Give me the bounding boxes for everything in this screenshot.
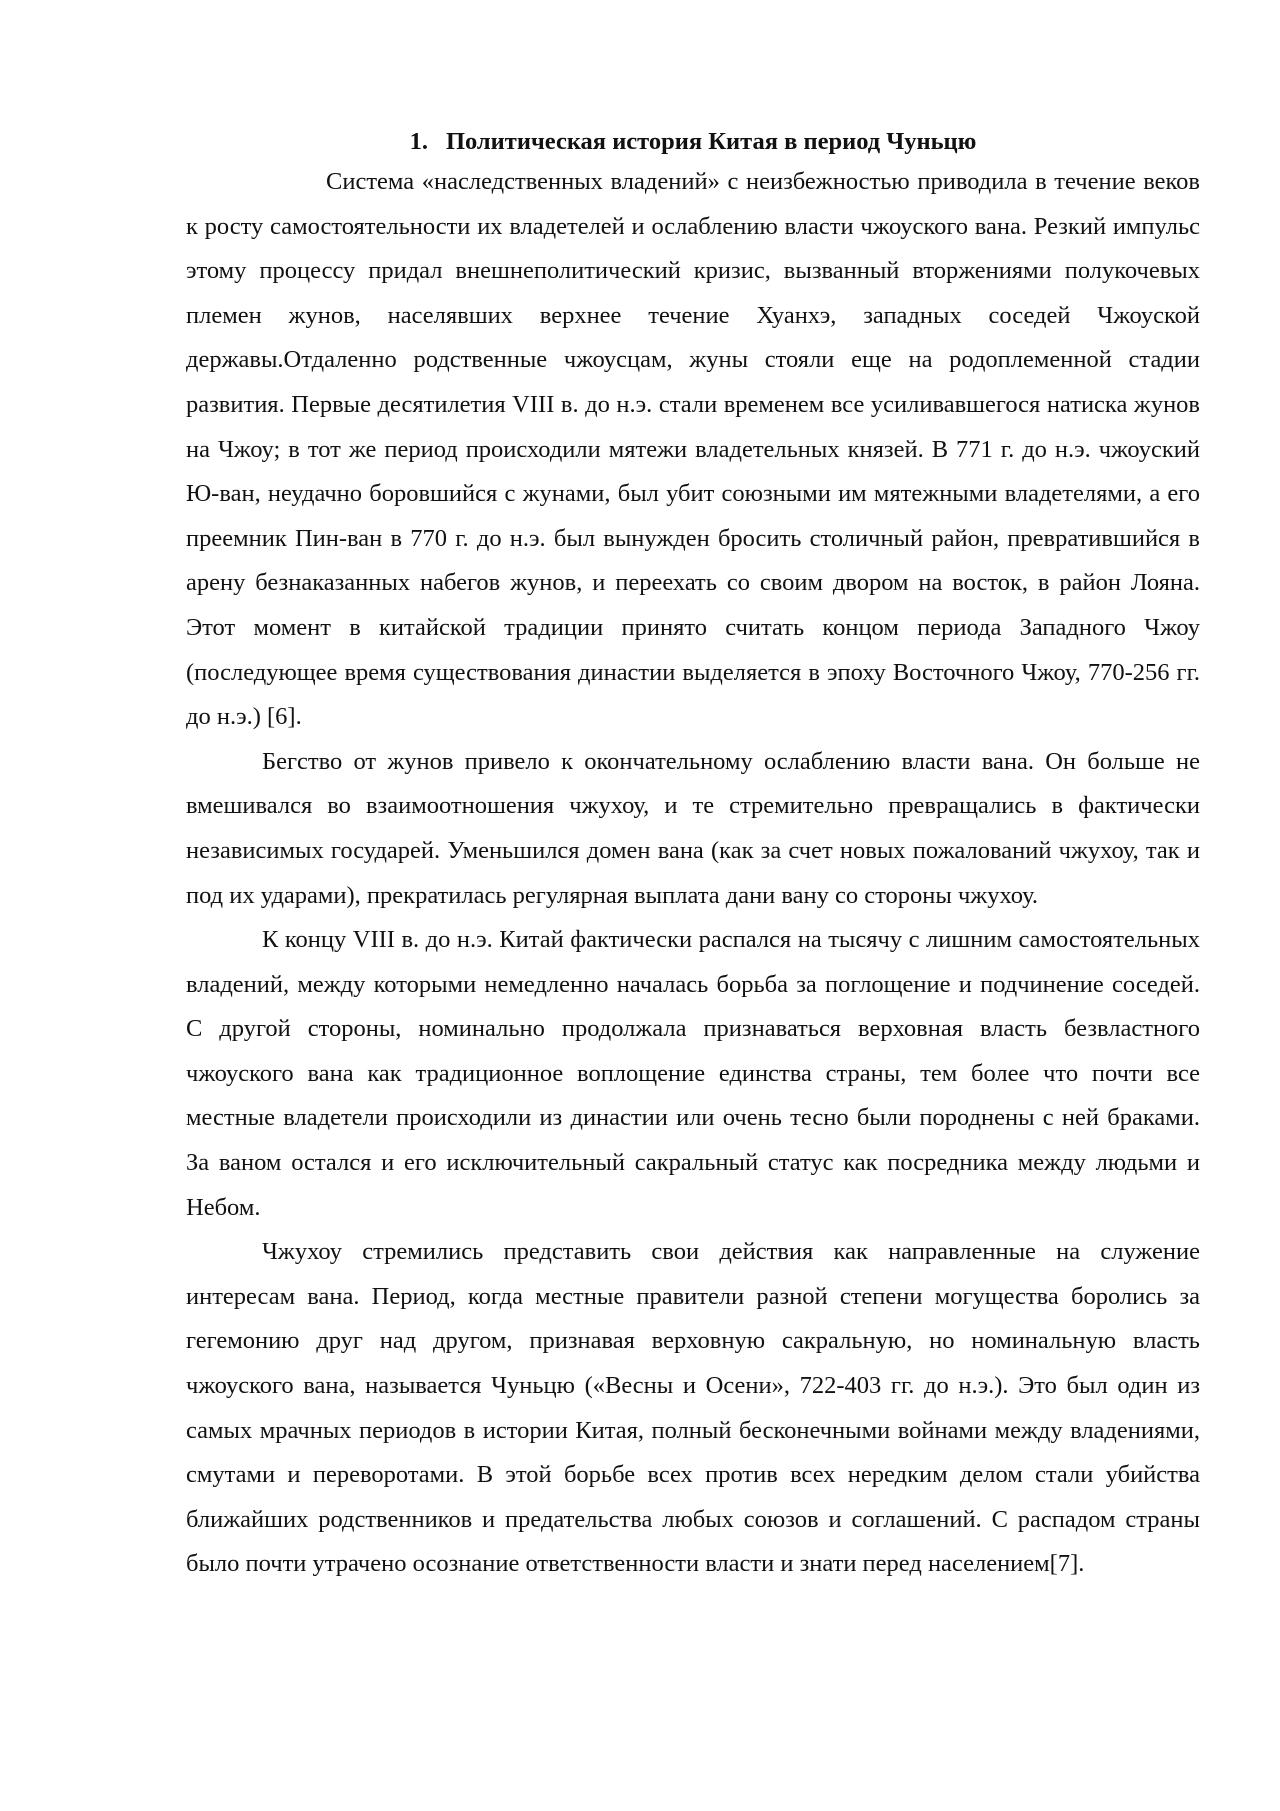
- paragraph-4: Чжухоу стремились представить свои действия как направленные на служение интересам вана. Период, когда местные правители разной степени могущества боролись за гегемонию друг над другом, признавая верховную сакральную, но номинальную власть чжоуского вана, называется Чуньцю («Весны и Осени», 722-403 гг. до н.э.). Это был один из самых мрачных периодов в истории Китая, полный бесконечными войнами между владениями, смутами и переворотами. В этой борьбе всех против всех нередким делом стали убийства ближайших родственников и предательства любых союзов и соглашений. С распадом страны было почти утрачено осознание ответственности власти и знати перед населением[7].: [186, 1238, 1200, 1578]
- section-heading: [186, 124, 1200, 160]
- paragraph-2: Бегство от жунов привело к окончательному ослаблению власти вана. Он больше не вмешивался во взаимоотношения чжухоу, и те стремительно превращались в фактически независимых государей. Уменьшился домен вана (как за счет новых пожалований чжухоу, так и под их ударами), прекратилась регулярная выплата дани вану со стороны чжухоу.: [186, 747, 1200, 909]
- section-title: Политическая история Китая в период Чуньцю: [445, 128, 977, 155]
- document-body: [186, 124, 1200, 1587]
- section-number: 1.: [409, 128, 428, 155]
- paragraph-3: К концу VIII в. до н.э. Китай фактически распался на тысячу с лишним самостоятельных владений, между которыми немедленно началась борьба за поглощение и подчинение соседей. С другой стороны, номинально продолжала признаваться верховная власть безвластного чжоуского вана как традиционное воплощение единства страны, тем более что почти все местные владетели происходили из династии или очень тесно были породнены с ней браками. За ваном остался и его исключительный сакральный статус как посредника между людьми и Небом.: [186, 926, 1200, 1221]
- paragraph-1: Система «наследственных владений» с неизбежностью приводила в течение веков к росту самостоятельности их владетелей и ослаблению власти чжоуского вана. Резкий импульс этому процессу придал внешнеполитический кризис, вызванный вторжениями полукочевых племен жунов, населявших верхнее течение Хуанхэ, западных соседей Чжоуской державы.Отдаленно родственные чжоусцам, жуны стояли еще на родоплеменной стадии развития. Первые десятилетия VIII в. до н.э. стали временем все усиливавшегося натиска жунов на Чжоу; в тот же период происходили мятежи владетельных князей. В 771 г. до н.э. чжоуский Ю-ван, неудачно боровшийся с жунами, был убит союзными им мятежными владетелями, а его преемник Пин-ван в 770 г. до н.э. был вынужден бросить столичный район, превратившийся в арену безнаказанных набегов жунов, и переехать со своим двором на восток, в район Лояна. Этот момент в китайской традиции принято считать концом периода Западного Чжоу (последующее время существования династии выделяется в эпоху Восточного Чжоу, 770-256 гг. до н.э.) [6].: [186, 168, 1200, 731]
